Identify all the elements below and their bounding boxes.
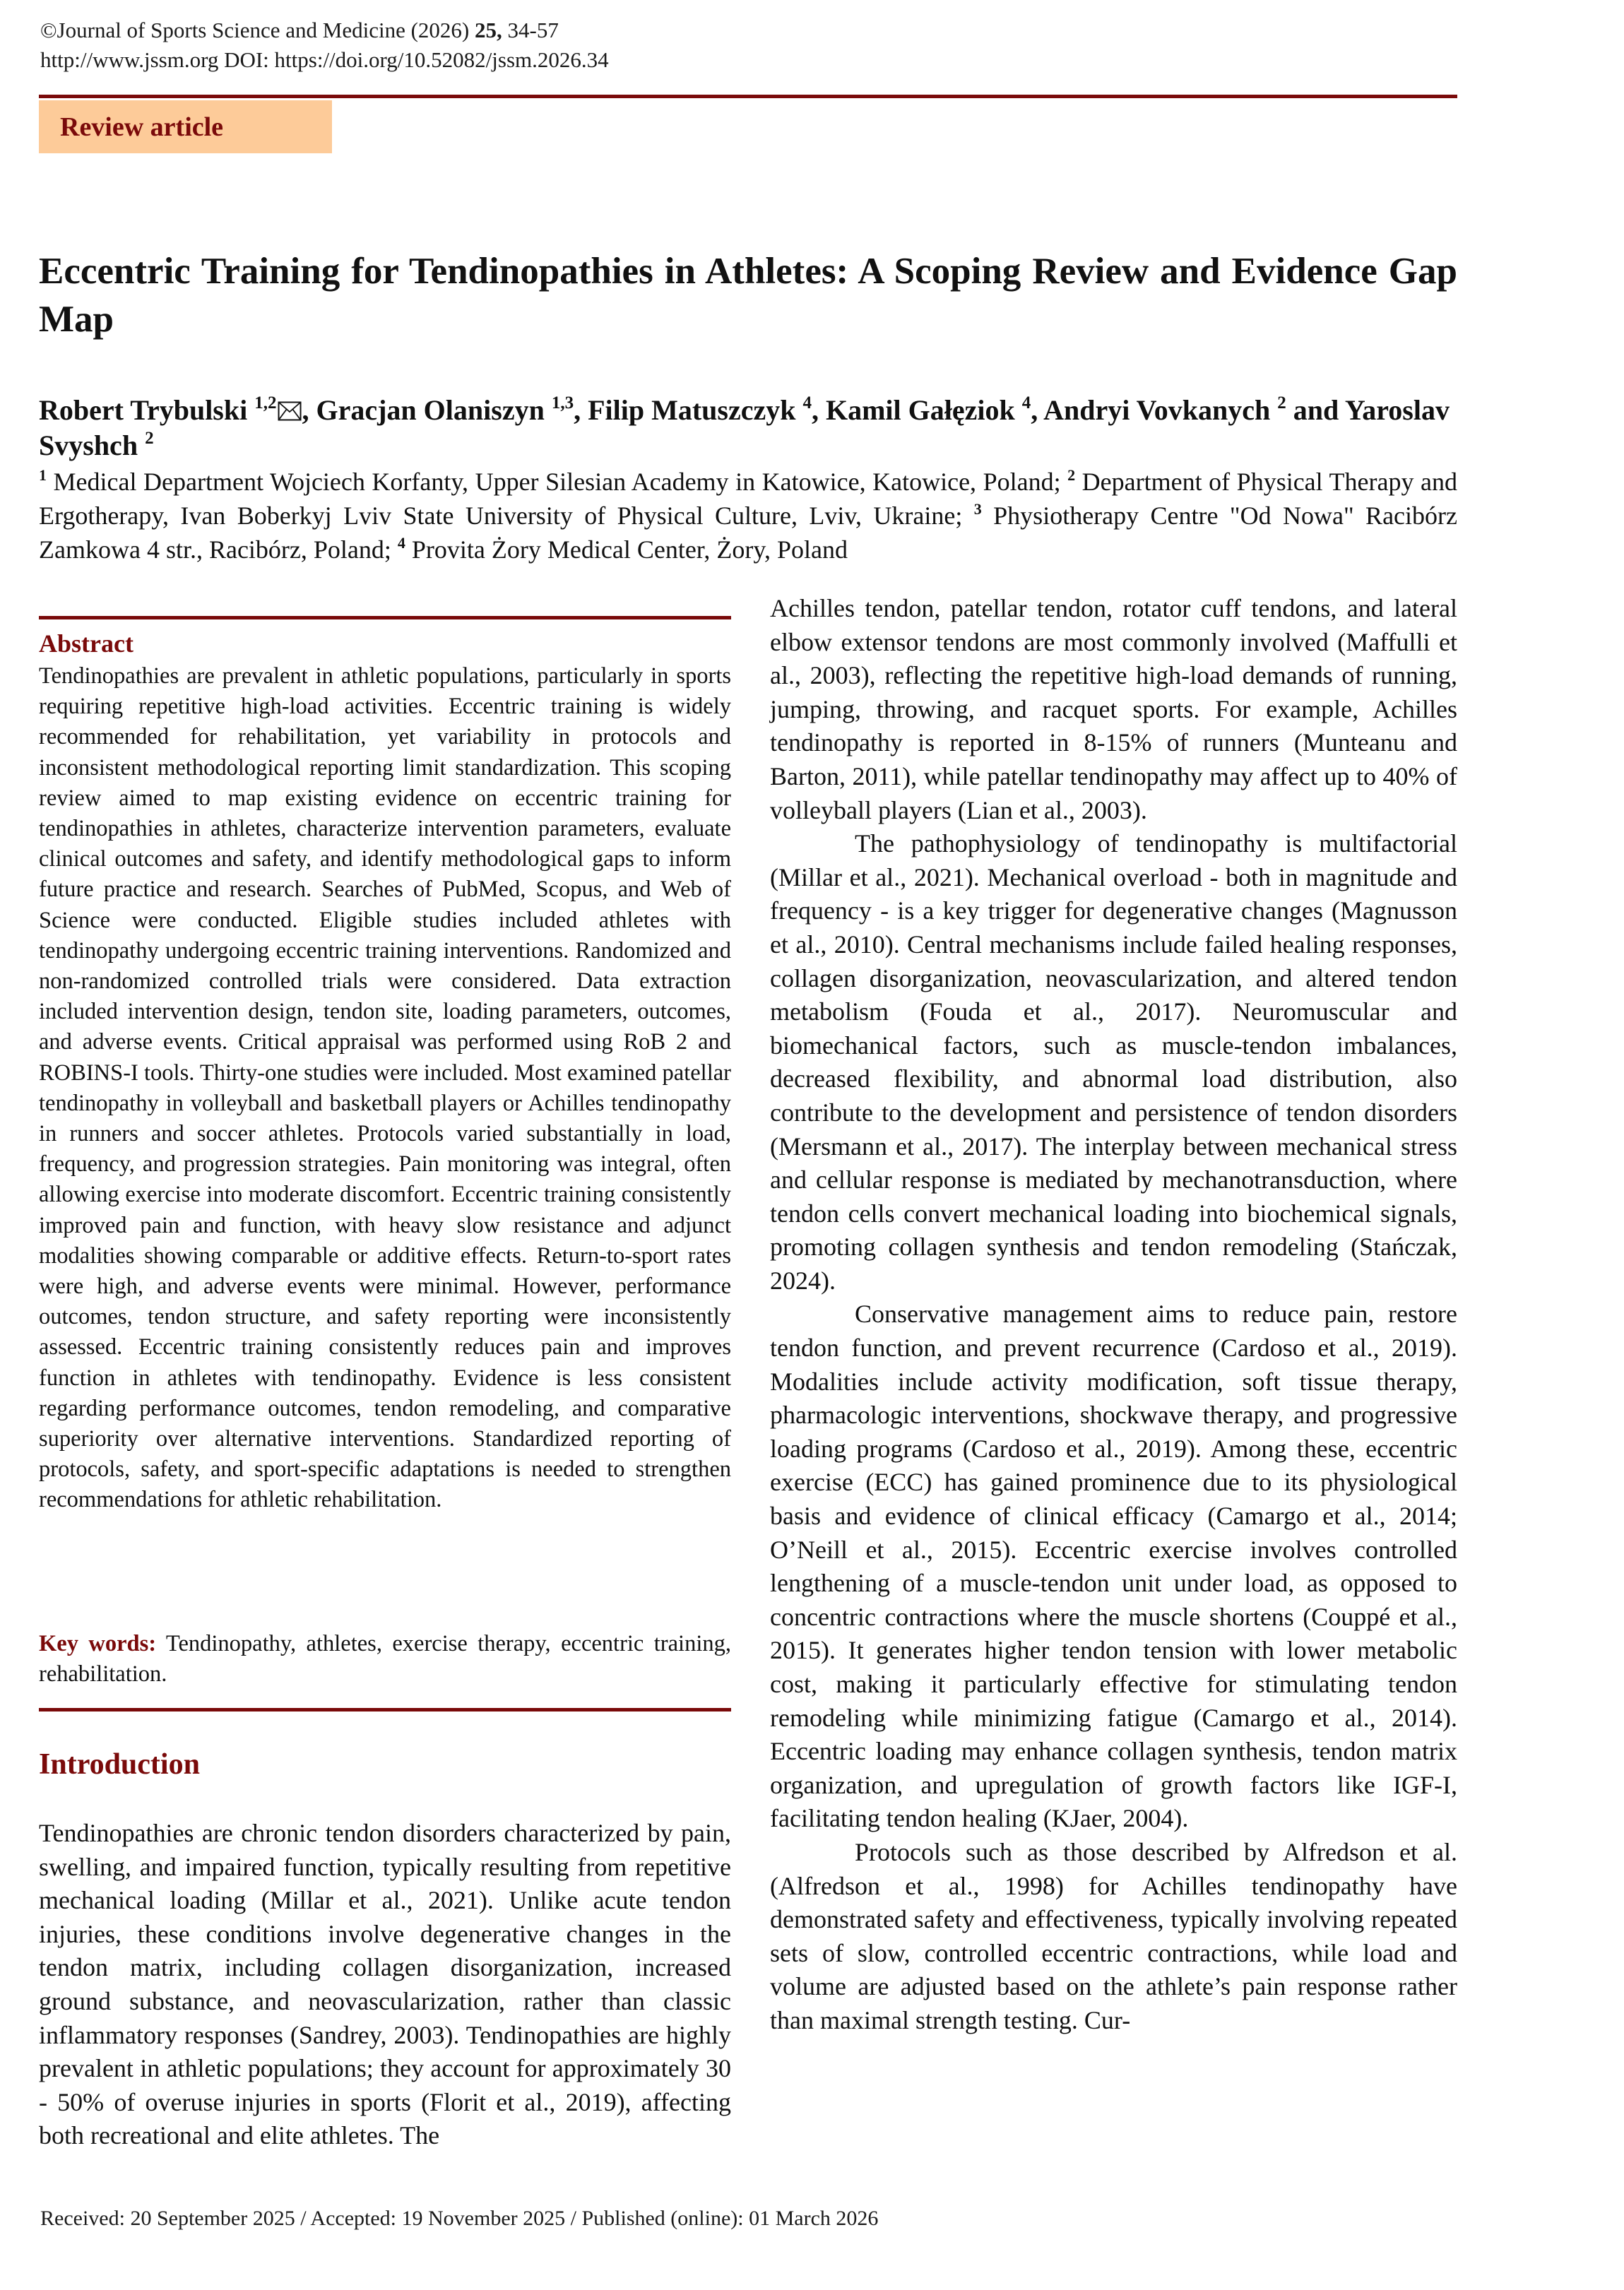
header-divider	[39, 95, 1457, 98]
body-paragraph: Achilles tendon, patellar tendon, rotator cuff tendons, and lateral elbow extensor tendons are most commonly involved (Maffulli et al., 2003), reflecting the repetitive high-load demands of running, jumping, throwing, and racquet sports. For example, Achilles tendinopathy is reported in 8-15% of runners (Munteanu and Barton, 2011), while patellar tendinopathy may affect up to 40% of volleyball players (Lian et al., 2003).	[770, 594, 1457, 824]
affiliation-item: Department of Physical Therapy and Ergotherapy, Ivan Boberkyj Lviv State University of Physical Culture, Lviv, Ukraine;	[39, 468, 1458, 530]
journal-url-doi[interactable]: http://www.jssm.org DOI: https://doi.org/10.52082/jssm.2026.34	[40, 47, 609, 72]
author-list: Robert Trybulski $^{1,2}$ , Gracjan Olaniszyn $^{1,3}$, Filip Matuszczyk $^4$, Kamil Gałęziok $^4$, Andryi Vovkanych $^2$ and Yaroslav Svyshch $^2$	[39, 393, 1450, 461]
keywords-label: Key words:	[39, 1631, 157, 1656]
article-type-label: Review article	[60, 112, 224, 142]
page-range: 34-57	[502, 18, 559, 42]
article-type-badge	[39, 100, 332, 153]
body-paragraph: Tendinopathies are chronic tendon disorders characterized by pain, swelling, and impaired function, typically resulting from repetitive mechanical loading (Millar et al., 2021). Unlike acute tendon injuries, these conditions involve degenerative changes in the tendon matrix, including collagen disorganization, increased ground substance, and neovascularization, rather than classic inflammatory responses (Sandrey, 2003). Tendinopathies are highly prevalent in athletic populations; they account for approximately 30 - 50% of overuse injuries in sports (Florit et al., 2019), affecting both recreational and elite athletes. The	[39, 1819, 731, 2150]
volume-number: 25,	[475, 18, 502, 42]
author-name[interactable]: Filip Matuszczyk	[588, 394, 796, 426]
keywords-bottom-divider	[39, 1708, 731, 1711]
author-name[interactable]: Yaroslav Svyshch	[39, 394, 1450, 461]
affiliation-item: Physiotherapy Centre "Od Nowa" Racibórz Zamkowa 4 str., Racibórz, Poland;	[39, 502, 1457, 564]
paper-title: Eccentric Training for Tendinopathies in Athletes: A Scoping Review and Evidence Gap Map	[39, 251, 1457, 340]
author-name[interactable]: Robert Trybulski	[39, 394, 248, 426]
journal-citation: ©Journal of Sports Science and Medicine (2026) 25, 34-57	[40, 18, 559, 42]
body-paragraph: The pathophysiology of tendinopathy is multifactorial (Millar et al., 2021). Mechanical overload - both in magnitude and frequency - is a key trigger for degenerative changes (Magnusson et al., 2010). Central mechanisms include failed healing responses, collagen disorganization, neovascularization, and altered tendon metabolism (Fouda et al., 2017). Neuromuscular and biomechanical factors, such as muscle-tendon imbalances, decreased flexibility, and abnormal load distribution, also contribute to the development and persistence of tendon disorders (Mersmann et al., 2017). The interplay between mechanical stress and cellular response is mediated by mechanotransduction, where tendon cells convert mechanical loading into biochemical signals, promoting collagen synthesis and tendon remodeling (Stańczak, 2024).	[770, 829, 1457, 1295]
author-affiliation-ref: 4	[1021, 393, 1031, 413]
abstract-text: Tendinopathies are prevalent in athletic populations, particularly in sports requiring repetitive high-load activities. Eccentric training is widely recommended for rehabilitation, yet variability in protocols and inconsistent methodological reporting limit standardization. This scoping review aimed to map existing evidence on eccentric training for tendinopathies in athletes, characterize intervention parameters, evaluate clinical outcomes and safety, and identify methodological gaps to inform future practice and research. Searches of PubMed, Scopus, and Web of Science were conducted. Eligible studies included athletes with tendinopathy undergoing eccentric training interventions. Randomized and non-randomized controlled trials were considered. Data extraction included intervention design, tendon site, loading parameters, outcomes, and adverse events. Critical appraisal was performed using RoB 2 and ROBINS-I tools. Thirty-one studies were included. Most examined patellar tendinopathy in volleyball and basketball players or Achilles tendinopathy in runners and soccer athletes. Protocols varied substantially in load, frequency, and progression strategies. Pain monitoring was integral, often allowing exercise into moderate discomfort. Eccentric training consistently improved pain and function, with heavy slow resistance and adjunct modalities showing comparable or additive effects. Return-to-sport rates were high, and adverse events were minimal. However, performance outcomes, tendon structure, and safety reporting were inconsistently assessed. Eccentric training consistently reduces pain and improves function in athletes with tendinopathy. Evidence is less consistent regarding performance outcomes, tendon remodeling, and comparative superiority over alternative interventions. Standardized reporting of protocols, safety, and sport-specific adaptations is needed to strengthen recommendations for athletic rehabilitation.	[39, 663, 731, 1513]
author-name[interactable]: Kamil Gałęziok	[826, 394, 1015, 426]
abstract-heading: Abstract	[39, 629, 134, 658]
body-paragraph: Conservative management aims to reduce pain, restore tendon function, and prevent recurrence (Cardoso et al., 2019). Modalities include activity modification, soft tissue therapy, pharmacologic interventions, shockwave therapy, and progressive loading programs (Cardoso et al., 2019). Among these, eccentric exercise (ECC) has gained prominence due to its physiological basis and evidence of clinical efficacy (Camargo et al., 2014; O’Neill et al., 2015). Eccentric exercise involves controlled lengthening of a muscle-tendon unit under load, as opposed to concentric contractions where the muscle shortens (Couppé et al., 2015). It generates higher tendon tension with lower metabolic cost, making it particularly effective for stimulating tendon remodeling while minimizing fatigue (Camargo et al., 2014). Eccentric loading may enhance collagen synthesis, tendon matrix organization, and upregulation of growth factors like IGF-I, facilitating tendon healing (KJaer, 2004).	[770, 1300, 1457, 1833]
author-name[interactable]: Andryi Vovkanych	[1043, 394, 1271, 426]
author-affiliation-ref: 1,3	[551, 393, 574, 413]
introduction-heading: Introduction	[39, 1748, 200, 1781]
author-affiliation-ref: 1,2	[254, 393, 277, 413]
author-affiliation-ref: 2	[1277, 393, 1286, 413]
affiliations: $^1$ Medical Department Wojciech Korfanty, Upper Silesian Academy in Katowice, Katowice, Poland; $^2$ Department of Physical Therapy and Ergotherapy, Ivan Boberkyj Lviv State University of Physical Culture, Lviv, Ukraine; $^3$ Physiotherapy Centre "Od Nowa" Racibórz Zamkowa 4 str., Racibórz, Poland; $^4$ Provita Żory Medical Center, Żory, Poland	[39, 466, 1458, 564]
journal-masthead	[40, 16, 609, 75]
author-affiliation-ref: 4	[802, 393, 812, 413]
abstract-top-divider	[39, 616, 731, 619]
body-paragraph: Protocols such as those described by Alfredson et al. (Alfredson et al., 1998) for Achilles tendinopathy have demonstrated safety and effectiveness, typically involving repeated sets of slow, controlled eccentric contractions, while load and volume are adjusted based on the athlete’s pain response rather than maximal strength testing. Cur-	[770, 1837, 1457, 2034]
introduction-right-column	[770, 592, 1457, 2038]
author-name[interactable]: Gracjan Olaniszyn	[316, 394, 545, 426]
keywords-text: Tendinopathy, athletes, exercise therapy, eccentric training, rehabilitation.	[39, 1631, 731, 1687]
keywords	[39, 1629, 731, 1690]
affiliation-item: Medical Department Wojciech Korfanty, Upper Silesian Academy in Katowice, Katowice, Poland;	[47, 468, 1068, 496]
publication-dates: Received: 20 September 2025 / Accepted: 19 November 2025 / Published (online): 01 March 2026	[40, 2207, 879, 2230]
author-affiliation-ref: 2	[145, 429, 154, 448]
affiliation-item: Provita Żory Medical Center, Żory, Poland	[405, 535, 848, 564]
introduction-left-column	[39, 1817, 731, 2153]
envelope-icon[interactable]	[278, 394, 302, 414]
